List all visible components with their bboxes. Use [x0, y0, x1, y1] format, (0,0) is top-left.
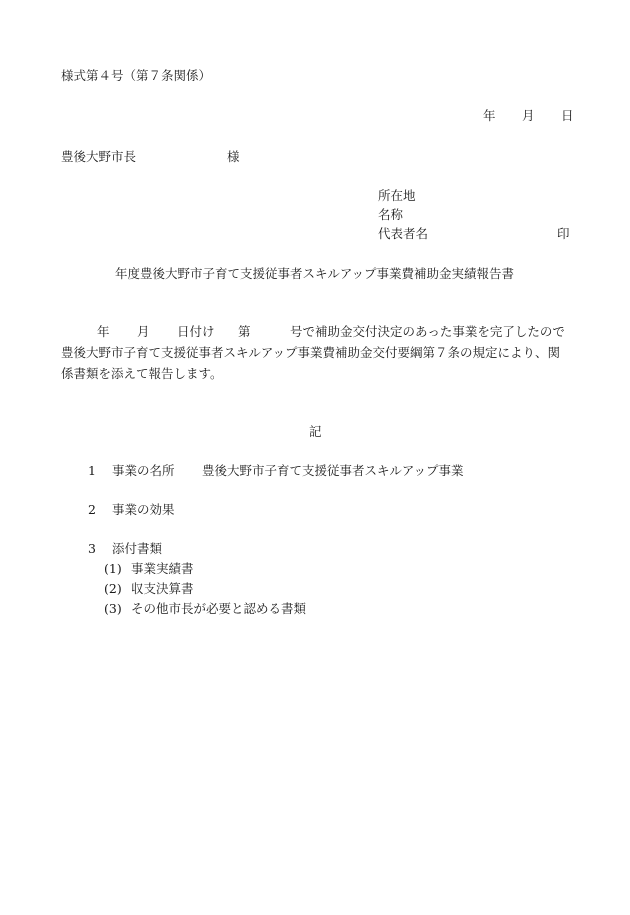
- subitem-text: 事業実績書: [131, 561, 194, 576]
- body-line-1-text: 号で補助金交付決定のあった事業を完了したので: [290, 324, 565, 339]
- seal-mark: 印: [557, 226, 570, 241]
- body-day-label: 日付け: [177, 324, 215, 339]
- ki-heading: 記: [309, 424, 322, 439]
- item-label: 添付書類: [112, 541, 163, 556]
- subitem-number: (2): [104, 581, 122, 596]
- body-year-label: 年: [97, 324, 110, 339]
- date-year-label: 年: [483, 108, 496, 123]
- body-line-2: 豊後大野市子育て支援従事者スキルアップ事業費補助金交付要綱第７条の規定により、関: [61, 345, 561, 360]
- item-label: 事業の名所: [112, 463, 175, 478]
- subitem-number: (1): [104, 561, 122, 576]
- item-number: 1: [88, 463, 96, 478]
- addressee-honorific: 様: [227, 149, 240, 164]
- item-label: 事業の効果: [112, 502, 175, 517]
- applicant-location-label: 所在地: [378, 188, 416, 203]
- applicant-representative-label: 代表者名: [378, 226, 429, 241]
- item-number: 3: [88, 541, 96, 556]
- item-number: 2: [88, 502, 96, 517]
- subitem-number: (3): [104, 601, 122, 616]
- body-line-3: 係書類を添えて報告します。: [61, 366, 223, 381]
- body-number-prefix: 第: [238, 324, 251, 339]
- date-day-label: 日: [561, 108, 574, 123]
- subitem-text: 収支決算書: [131, 581, 194, 596]
- addressee-name: 豊後大野市長: [61, 149, 137, 164]
- document-title: 年度豊後大野市子育て支援従事者スキルアップ事業費補助金実績報告書: [115, 266, 515, 281]
- body-month-label: 月: [137, 324, 150, 339]
- date-month-label: 月: [522, 108, 535, 123]
- applicant-name-label: 名称: [378, 207, 404, 222]
- form-number: 様式第４号（第７条関係）: [61, 68, 212, 83]
- subitem-text: その他市長が必要と認める書類: [131, 601, 307, 616]
- item-value: 豊後大野市子育て支援従事者スキルアップ事業: [202, 463, 464, 478]
